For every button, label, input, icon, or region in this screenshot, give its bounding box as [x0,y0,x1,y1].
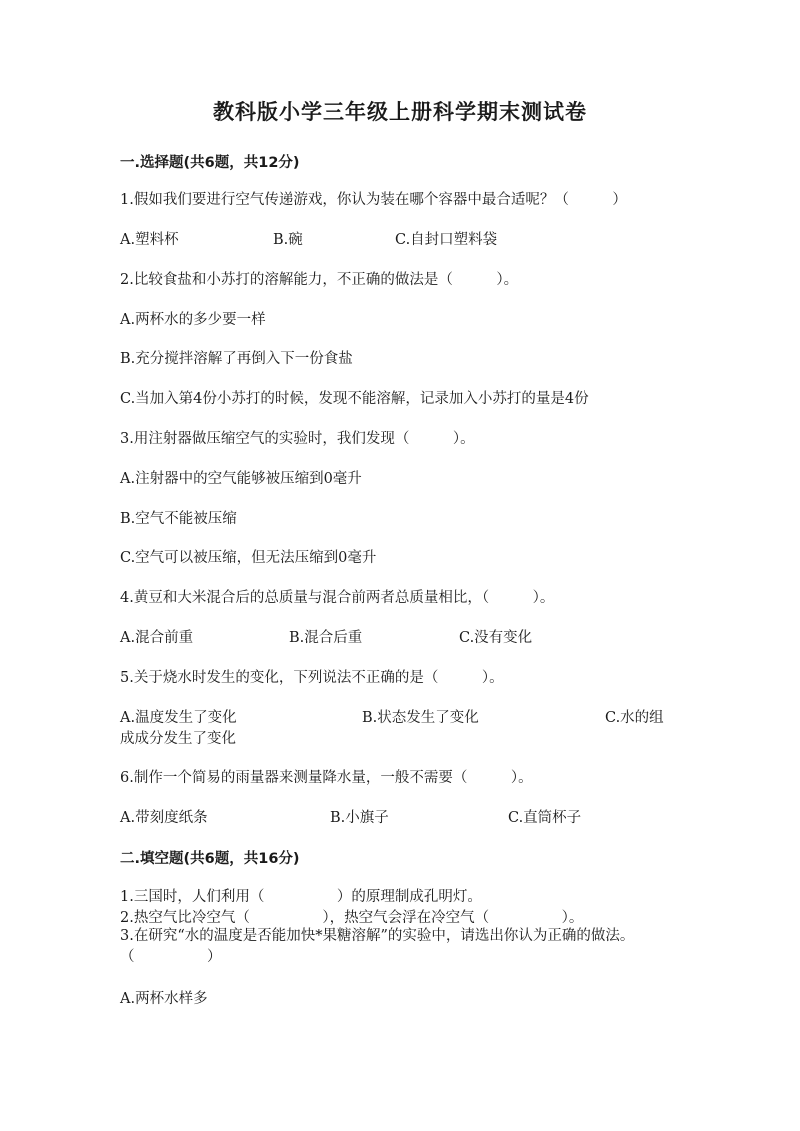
q3-option-c: C.空气可以被压缩，但无法压缩到0毫升 [120,550,377,566]
q2-option-b: B.充分搅拌溶解了再倒入下一份食盐 [120,351,353,367]
q3-option-b: B.空气不能被压缩 [120,511,237,527]
q6-option-b: B.小旗子 [330,810,389,826]
section-heading-choice: 一.选择题(共6题，共12分) [120,155,300,171]
q3-option-a: A.注射器中的空气能够被压缩到0毫升 [120,471,362,487]
question-2: 2.比较食盐和小苏打的溶解能力，不正确的做法是（ ）。 [120,272,519,288]
q4-option-b: B.混合后重 [289,630,363,646]
fill-item-3-option-a: A.两杯水样多 [120,991,208,1007]
section-heading-fill-blank: 二.填空题(共6题，共16分) [120,851,300,867]
q1-option-b: B.碗 [273,232,303,248]
question-6: 6.制作一个简易的雨量器来测量降水量，一般不需要（ ）。 [120,770,533,786]
q6-option-c: C.直筒杯子 [508,810,582,826]
q2-option-a: A.两杯水的多少要一样 [120,312,266,328]
question-1: 1.假如我们要进行空气传递游戏，你认为装在哪个容器中最合适呢？（ ） [120,192,627,208]
question-5: 5.关于烧水时发生的变化，下列说法不正确的是（ ）。 [120,670,504,686]
question-3: 3.用注射器做压缩空气的实验时，我们发现（ ）。 [120,431,475,447]
q6-option-a: A.带刻度纸条 [120,810,208,826]
question-4: 4.黄豆和大米混合后的总质量与混合前两者总质量相比，（ ）。 [120,590,555,606]
q5-option-c-continued: 成成分发生了变化 [120,731,236,747]
page-title: 教科版小学三年级上册科学期末测试卷 [213,100,587,124]
q1-option-a: A.塑料杯 [120,232,179,248]
q4-option-a: A.混合前重 [120,630,194,646]
q2-option-c: C.当加入第4份小苏打的时候，发现不能溶解，记录加入小苏打的量是4份 [120,391,589,407]
fill-item-2: 2.热空气比冷空气（ ），热空气会浮在冷空气（ ）。 [120,910,584,926]
fill-item-1: 1.三国时，人们利用（ ）的原理制成孔明灯。 [120,889,482,905]
q5-option-b: B.状态发生了变化 [362,710,479,726]
fill-item-3: 3.在研究“水的温度是否能加快*果糖溶解”的实验中，请选出你认为正确的做法。（ ） [120,928,635,965]
q4-option-c: C.没有变化 [459,630,533,646]
q5-option-c: C.水的组 [605,710,664,726]
q5-option-a: A.温度发生了变化 [120,710,237,726]
q1-option-c: C.自封口塑料袋 [395,232,498,248]
